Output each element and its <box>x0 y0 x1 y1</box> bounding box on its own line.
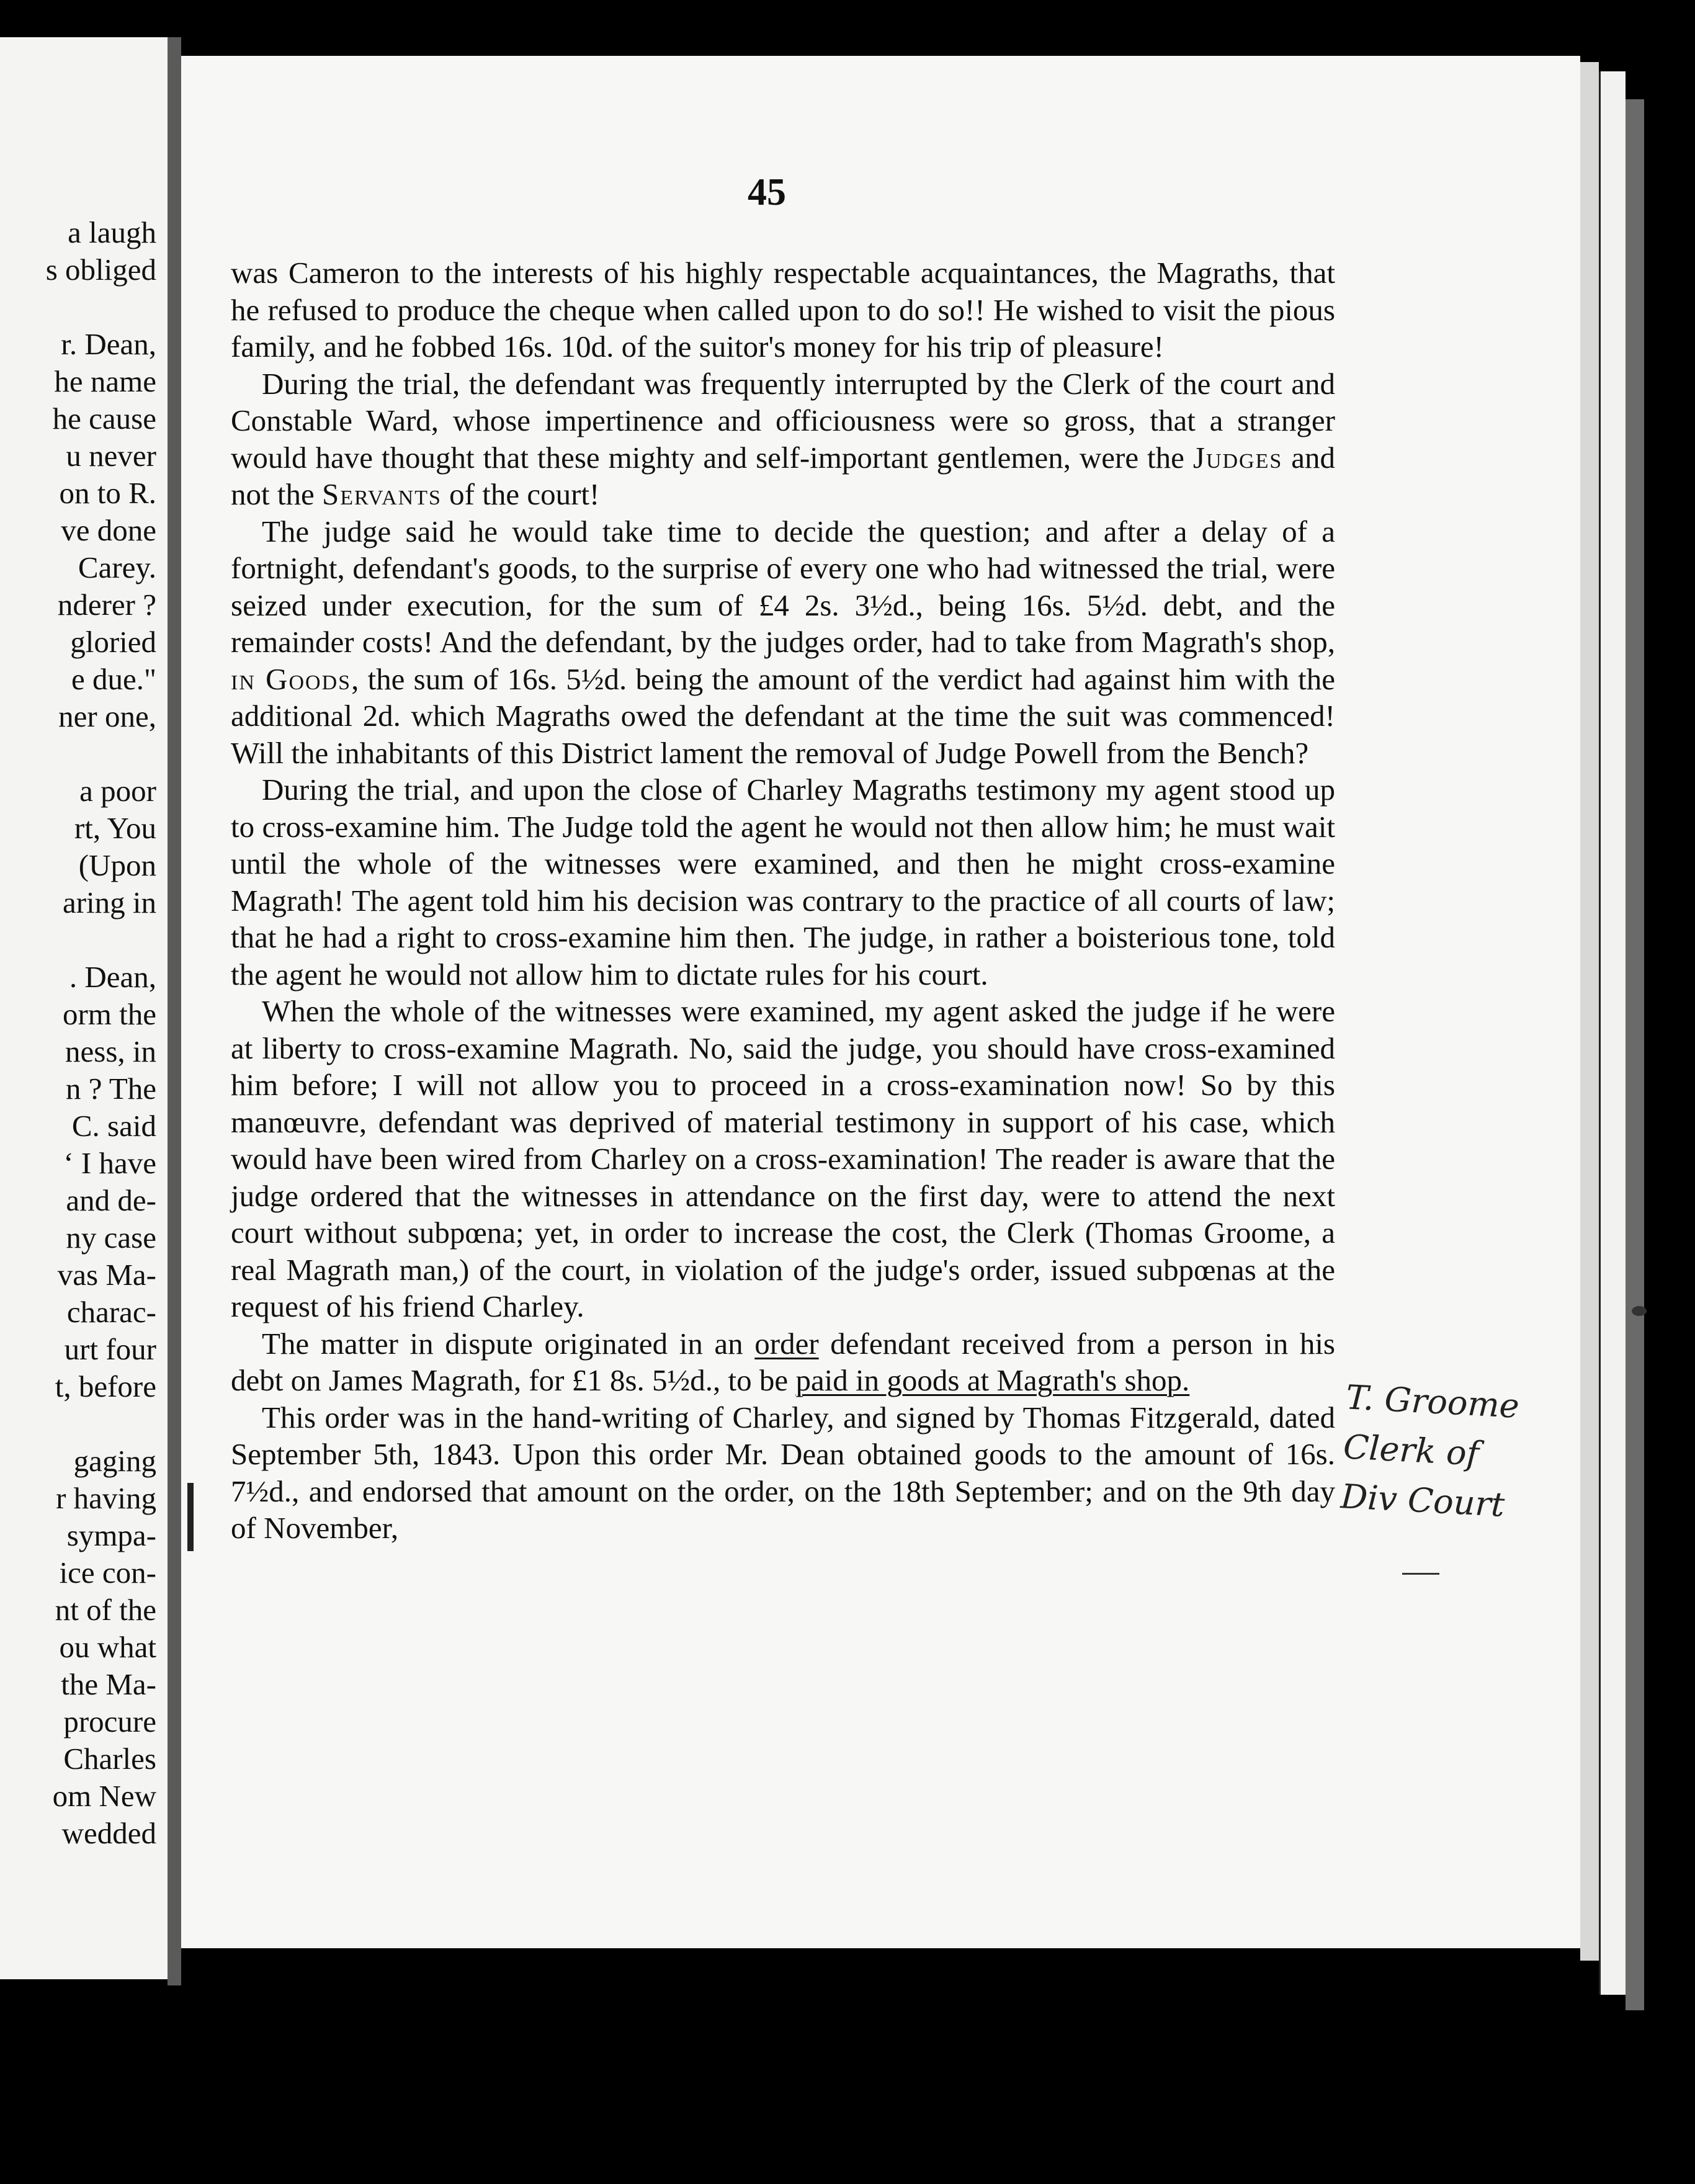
handwritten-line: Div Court <box>1339 1477 1506 1524</box>
left-page-line: Charles <box>63 1742 156 1776</box>
paragraph: This order was in the hand-writing of Charley, and signed by Thomas Fitzgerald, dated September 5th, 1843. Upon this order Mr. Dean obtained goods to the amount of 16s. 7½d., and endorsed that amount on the order, on the 18th September; and on the 9th day of November, <box>231 1400 1335 1545</box>
left-page-line: nt of the <box>55 1593 156 1627</box>
left-page-line: the Ma- <box>61 1667 156 1701</box>
left-page-line: he name <box>54 364 156 398</box>
left-page-line: wedded <box>61 1816 156 1850</box>
left-page-line: C. said <box>71 1109 156 1143</box>
left-page-line: he cause <box>52 401 156 436</box>
left-page-line: Carey. <box>78 550 156 584</box>
page-body-text <box>231 254 1335 1547</box>
left-page-line: nderer ? <box>57 588 156 622</box>
servants-smallcaps: Servants <box>321 477 442 511</box>
in-goods-smallcaps: in Goods <box>231 661 352 696</box>
left-page-line: aring in <box>62 885 156 920</box>
handwritten-line: Clerk of <box>1342 1427 1480 1474</box>
left-page-line: e due." <box>71 662 156 696</box>
left-page-line: ou what <box>59 1630 156 1664</box>
left-page-line: n ? The <box>65 1072 156 1106</box>
left-page-line: ice con- <box>59 1555 156 1590</box>
left-page-line: urt four <box>64 1332 156 1366</box>
left-page-line: gaging <box>73 1444 156 1478</box>
book-cover-edge <box>1626 99 1644 2010</box>
paragraph: When the whole of the witnesses were examined, my agent asked the judge if he were at liberty to cross-examine Magrath. No, said the judge, you should have cross-examined him before; I will not allow you to proceed in a cross-examination now! So by this manœuvre, defendant was deprived of material testimony in support of his case, which would have been wired from Charley on a cross-examination! The reader is aware that the judge ordered that the witnesses in attendance on the first day, were to attend the next court without subpœna; yet, in order to increase the cost, the Clerk (Thomas Groome, a real Magrath man,) of the court, in violation of the judge's order, issued subpœnas at the request of his friend Charley. <box>231 994 1335 1323</box>
left-page-line: ve done <box>61 513 156 547</box>
left-page-line: s obliged <box>45 253 156 287</box>
left-page-line: charac- <box>66 1295 156 1329</box>
left-page-line: om New <box>52 1779 156 1813</box>
paragraph: During the trial, and upon the close of Charley Magraths testimony my agent stood up to cross-examine him. The Judge told the agent he would not then allow him; he must wait until the whole of the witnesses were examined, and then he might cross-examine Magrath! The agent told him his decision was contrary to the practice of all courts of law; that he had a right to cross-examine him then. The judge, in rather a boisterious tone, told the agent he would not allow him to dictate rules for his court. <box>231 772 1335 991</box>
left-page-line: ‘ I have <box>63 1146 156 1180</box>
left-page-line: t, before <box>55 1369 156 1403</box>
paragraph: The judge said he would take time to decide the question; and after a delay of a fortnight, defendant's goods, to the surprise of every one who had witnessed the trial, were seized under execution, for the sum of £4 2s. 3½d., being 16s. 5½d. debt, and the remainder costs! And the defendant, by the judges order, had to take from Magrath's shop, in Goods, the sum of 16s. 5½d. being the amount of the verdict had against him with the additional 2d. which Magraths owed the defendant at the time the suit was commenced! Will the inhabitants of this District lament the removal of Judge Powell from the Bench? <box>231 514 1335 770</box>
left-page-line: ness, in <box>65 1034 156 1068</box>
left-page-line: vas Ma- <box>57 1258 156 1292</box>
left-page-line: a laugh <box>68 215 156 249</box>
left-page-line: . Dean, <box>69 960 156 994</box>
left-page-line: a poor <box>79 774 156 808</box>
page-edge <box>1580 62 1599 1961</box>
book-gutter <box>168 37 181 1985</box>
left-page-line: and de- <box>66 1183 156 1217</box>
page-number: 45 <box>748 171 786 213</box>
underlined-paid-in-goods: paid in goods at Magrath's shop. <box>795 1363 1190 1397</box>
paragraph: The matter in dispute originated in an order defendant received from a person in his debt on James Magrath, for £1 8s. 5½d., to be paid in goods at Magrath's shop. <box>231 1326 1335 1397</box>
judges-smallcaps: Judges <box>1192 440 1283 475</box>
left-page-line: ner one, <box>58 699 156 733</box>
handwritten-dash <box>1402 1573 1439 1575</box>
left-page-line: on to R. <box>59 476 156 510</box>
left-page-line: r having <box>56 1481 156 1515</box>
paragraph: During the trial, the defendant was frequently interrupted by the Clerk of the court and Constable Ward, whose impertinence and officiousness were so gross, that a stranger would have thought that these mighty and self-important gentlemen, were the Judges and not the Servants of the court! <box>231 366 1335 511</box>
underlined-order: order <box>754 1326 819 1361</box>
left-page-fragment <box>0 37 168 1979</box>
left-page-line: ny case <box>66 1220 156 1255</box>
handwritten-margin-note <box>1339 1372 1533 1531</box>
page-edge <box>1599 71 1626 1995</box>
handwritten-line: T. Groome <box>1344 1377 1521 1426</box>
ink-blot <box>1632 1306 1647 1316</box>
left-page-line: procure <box>63 1704 156 1739</box>
left-page-line: sympa- <box>66 1518 156 1552</box>
left-page-line: rt, You <box>74 811 156 845</box>
left-page-line: (Upon <box>78 848 156 882</box>
left-page-line: r. Dean, <box>61 327 156 361</box>
left-page-line: orm the <box>62 997 156 1031</box>
paragraph: was Cameron to the interests of his highly respectable acquaintances, the Magraths, that he refused to produce the cheque when called upon to do so!! He wished to visit the pious family, and he fobbed 16s. 10d. of the suitor's money for his trip of pleasure! <box>231 256 1335 364</box>
margin-mark <box>187 1483 194 1551</box>
left-page-line: u never <box>66 439 156 473</box>
left-page-line: gloried <box>70 625 156 659</box>
